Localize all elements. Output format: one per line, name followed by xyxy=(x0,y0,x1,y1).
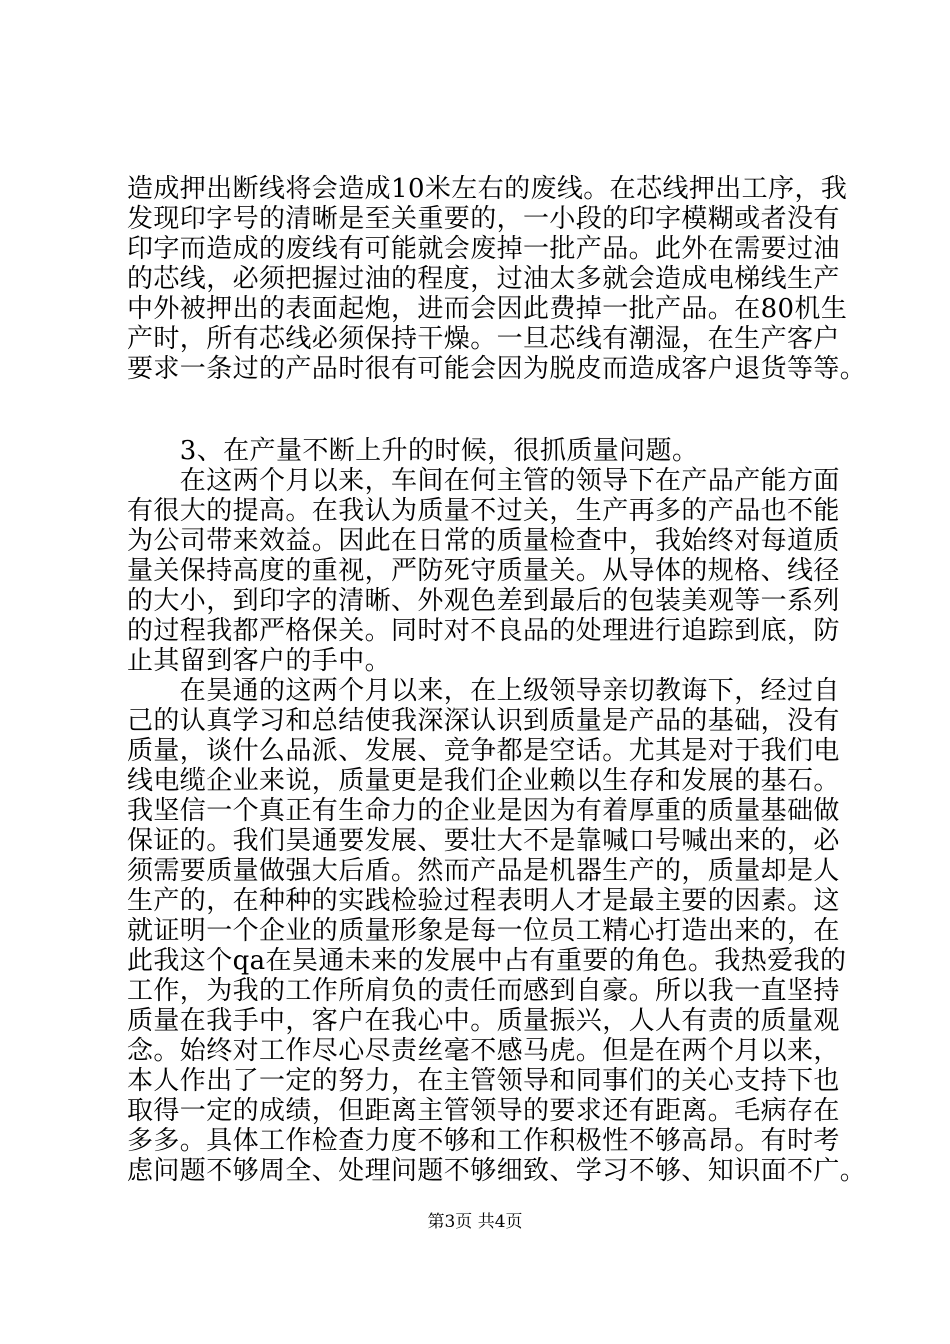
text-line: 量关保持高度的重视，严防死守质量关。从导体的规格、线径 xyxy=(127,556,840,586)
text-line: 质量在我手中，客户在我心中。质量振兴，人人有责的质量观 xyxy=(127,1006,840,1036)
text-line: 要求一条过的产品时很有可能会因为脱皮而造成客户退货等等。 xyxy=(127,354,867,384)
text-line: 的过程我都严格保关。同时对不良品的处理进行追踪到底，防 xyxy=(127,616,840,646)
paragraph-block-1 xyxy=(127,174,867,384)
text-line: 此我这个qa在昊通未来的发展中占有重要的角色。我热爱我的 xyxy=(127,946,847,976)
text-line: 工作，为我的工作所肩负的责任而感到自豪。所以我一直坚持 xyxy=(127,976,840,1006)
text-line: 本人作出了一定的努力，在主管领导和同事们的关心支持下也 xyxy=(127,1066,840,1096)
document-body xyxy=(127,174,867,1186)
text-line: 印字而造成的废线有可能就会废掉一批产品。此外在需要过油 xyxy=(127,234,840,264)
text-line: 有很大的提高。在我认为质量不过关，生产再多的产品也不能 xyxy=(127,496,840,526)
text-line: 己的认真学习和总结使我深深认识到质量是产品的基础，没有 xyxy=(127,706,840,736)
text-line: 多多。具体工作检查力度不够和工作积极性不够高昂。有时考 xyxy=(127,1126,840,1156)
text-line: 虑问题不够周全、处理问题不够细致、学习不够、知识面不广。 xyxy=(127,1156,867,1186)
text-line: 的大小，到印字的清晰、外观色差到最后的包装美观等一系列 xyxy=(127,586,840,616)
text-line: 保证的。我们昊通要发展、要壮大不是靠喊口号喊出来的，必 xyxy=(127,826,840,856)
text-line: 为公司带来效益。因此在日常的质量检查中，我始终对每道质 xyxy=(127,526,840,556)
text-line: 线电缆企业来说，质量更是我们企业赖以生存和发展的基石。 xyxy=(127,766,840,796)
text-line: 生产的，在种种的实践检验过程表明人才是最主要的因素。这 xyxy=(127,886,840,916)
text-line: 我坚信一个真正有生命力的企业是因为有着厚重的质量基础做 xyxy=(127,796,840,826)
text-line: 在这两个月以来，车间在何主管的领导下在产品产能方面 xyxy=(127,466,840,496)
text-line: 产时，所有芯线必须保持干燥。一旦芯线有潮湿，在生产客户 xyxy=(127,324,840,354)
text-line: 就证明一个企业的质量形象是每一位员工精心打造出来的，在 xyxy=(127,916,840,946)
text-line: 在昊通的这两个月以来，在上级领导亲切教诲下，经过自 xyxy=(127,676,840,706)
text-line: 止其留到客户的手中。 xyxy=(127,646,392,676)
text-line: 念。始终对工作尽心尽责丝毫不感马虎。但是在两个月以来， xyxy=(127,1036,840,1066)
page-number-footer: 第3页 共4页 xyxy=(427,1212,523,1232)
text-line: 造成押出断线将会造成10米左右的废线。在芯线押出工序，我 xyxy=(127,174,848,204)
paragraph-block-2 xyxy=(127,436,867,1186)
text-line: 须需要质量做强大后盾。然而产品是机器生产的，质量却是人 xyxy=(127,856,840,886)
section-heading: 3、在产量不断上升的时候，很抓质量问题。 xyxy=(127,436,699,466)
text-line: 取得一定的成绩，但距离主管领导的要求还有距离。毛病存在 xyxy=(127,1096,840,1126)
text-line: 的芯线，必须把握过油的程度，过油太多就会造成电梯线生产 xyxy=(127,264,840,294)
text-line: 发现印字号的清晰是至关重要的，一小段的印字模糊或者没有 xyxy=(127,204,840,234)
text-line: 质量，谈什么品派、发展、竞争都是空话。尤其是对于我们电 xyxy=(127,736,840,766)
paragraph-spacer xyxy=(127,384,849,436)
text-line: 中外被押出的表面起炮，进而会因此费掉一批产品。在80机生 xyxy=(127,294,848,324)
